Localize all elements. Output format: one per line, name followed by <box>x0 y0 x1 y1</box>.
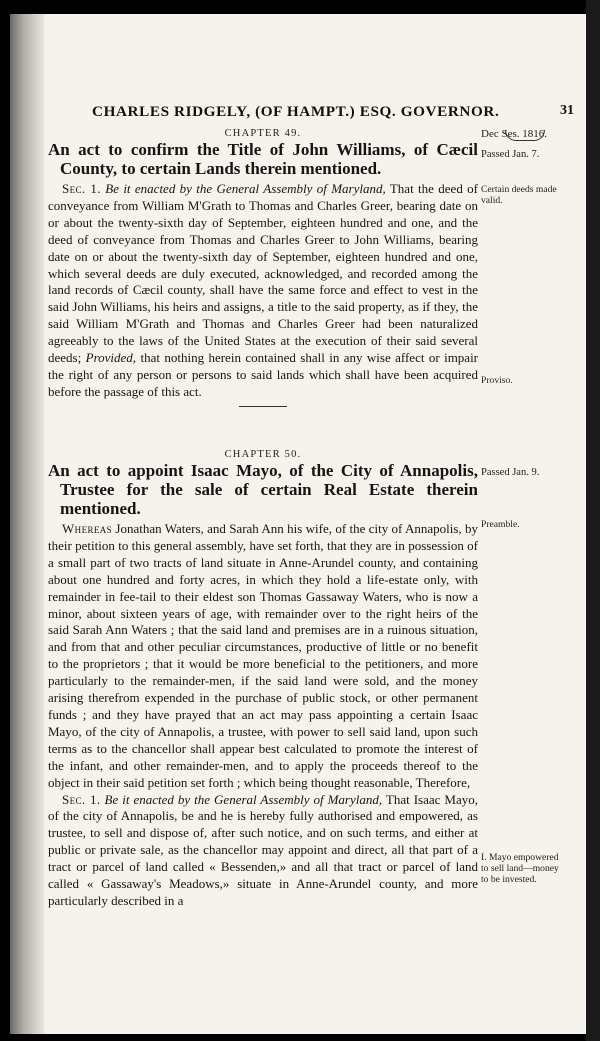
chapter-50-label: CHAPTER 50. <box>224 449 302 460</box>
chapter-50 <box>48 449 478 910</box>
chapter-50-section-1 <box>48 792 478 910</box>
chapter-50-title: An act to appoint Isaac Mayo, of the City of Annapolis, Trustee for the sale of certain Real Estate therein mentioned. <box>48 461 478 518</box>
chapter-50-preamble <box>48 521 478 792</box>
margin-passed-ch49: Passed Jan. 7. <box>481 149 540 160</box>
margin-session: Dec Ses. 1816. <box>481 128 547 140</box>
preamble-text: Jonathan Waters, and Sarah Ann his wife, of the city of Annapolis, by their petition to this general assembly, have set forth, that they are in possession of a small part of two tracts of land situate in Anne-Arundel county, and containing about one hundred and forty acres, in which they hold a life-estate only, with remainder in fee-tail to their eldest son Thomas Gassaway Waters, who is now a minor, about sixteen years of age, with remainder over to the right heirs of the said Sarah Ann Waters ; that the said land and premises are in a ruinous situation, and from that and other peculiar circumstances, productive of little or no benefit to the proprietors ; that it would be more beneficial to the petitioners, and more particularly to the remainder-men, if the said land were sold, and the money arising therefrom expended in the purchase of public stock, or other permanent funds ; and they have prayed that an act may pass appointing a certain Isaac Mayo, of the city of Annapolis, a trustee, with power to sell said land, upon such terms as to the chancellor shall appear best calculated to promote the interest of the infant, and other remainder-men, and to apply the proceeds thereof to the object in their said petition set forth ; which being thought reasonable, Therefore, <box>48 521 479 790</box>
page-number: 31 <box>560 103 574 118</box>
margin-passed-ch50: Passed Jan. 9. <box>481 467 540 478</box>
enacting-clause: Be it enacted by the General Assembly of Maryland, <box>105 181 386 196</box>
margin-trustee-note: I. Mayo empowered to sell land—money to be invested. <box>481 852 559 885</box>
proviso-word: Provided, <box>85 350 137 366</box>
section-lead: Sec. 1. <box>62 791 101 807</box>
section-text: That Isaac Mayo, of the city of Annapolis, be and he is hereby fully authorised and empowered, as trustee, to sell and dispose of, after such notice, and on such terms, and either at public or private sale, as the chancellor may appoint and direct, all that part of a tract or parcel of land called « Bessenden,» and all that tract or parcel of land called « Gassaway's Meadows,» situate in Anne-Arundel county, and more particularly described in a <box>48 791 479 908</box>
margin-brace <box>505 130 545 141</box>
chapter-49-label: CHAPTER 49. <box>224 128 302 139</box>
section-text: That the deed of conveyance from William M'Grath to Thomas and Charles Greer, bearing date on or about the twenty-sixth day of September, eighteen hundred and one, and the deed of conveyance from Thomas and Charles Greer to John Williams, bearing date on or about the twenty-sixth day of September, eighteen hundred and one, which several deeds are duly executed, acknowledged, and recorded among the land records of Cæcil county, shall have the same force and effect to vest in the said John Williams, his heirs and assigns, a title to the said property, as if they, the said William M'Grath and Thomas and Charles Greer had been naturalized agreeably to the laws of the United States at the execution of their said several deeds; <box>48 181 479 366</box>
whereas-word: Whereas <box>62 521 113 536</box>
binding-gutter <box>10 14 44 1034</box>
running-title: CHARLES RIDGELY, (OF HAMPT.) ESQ. GOVERNOR. <box>92 103 500 120</box>
proviso-text: that nothing herein contained shall in any wise affect or impair the right of any person or persons to said lands which shall have been acquired before the passage of this act. <box>48 350 479 399</box>
margin-proviso: Proviso. <box>481 375 513 386</box>
margin-confirm-note: Certain deeds made valid. <box>481 184 557 206</box>
margin-preamble: Preamble. <box>481 519 520 530</box>
section-lead: Sec. 1. <box>62 181 101 196</box>
chapter-49-section-1 <box>48 181 478 401</box>
page-edge <box>586 0 600 1041</box>
enacting-clause: Be it enacted by the General Assembly of Maryland, <box>104 791 383 807</box>
chapter-49 <box>48 128 478 411</box>
chapter-49-title: An act to confirm the Title of John Williams, of Cæcil County, to certain Lands therein mentioned. <box>48 140 478 178</box>
chapter-divider <box>239 406 287 407</box>
